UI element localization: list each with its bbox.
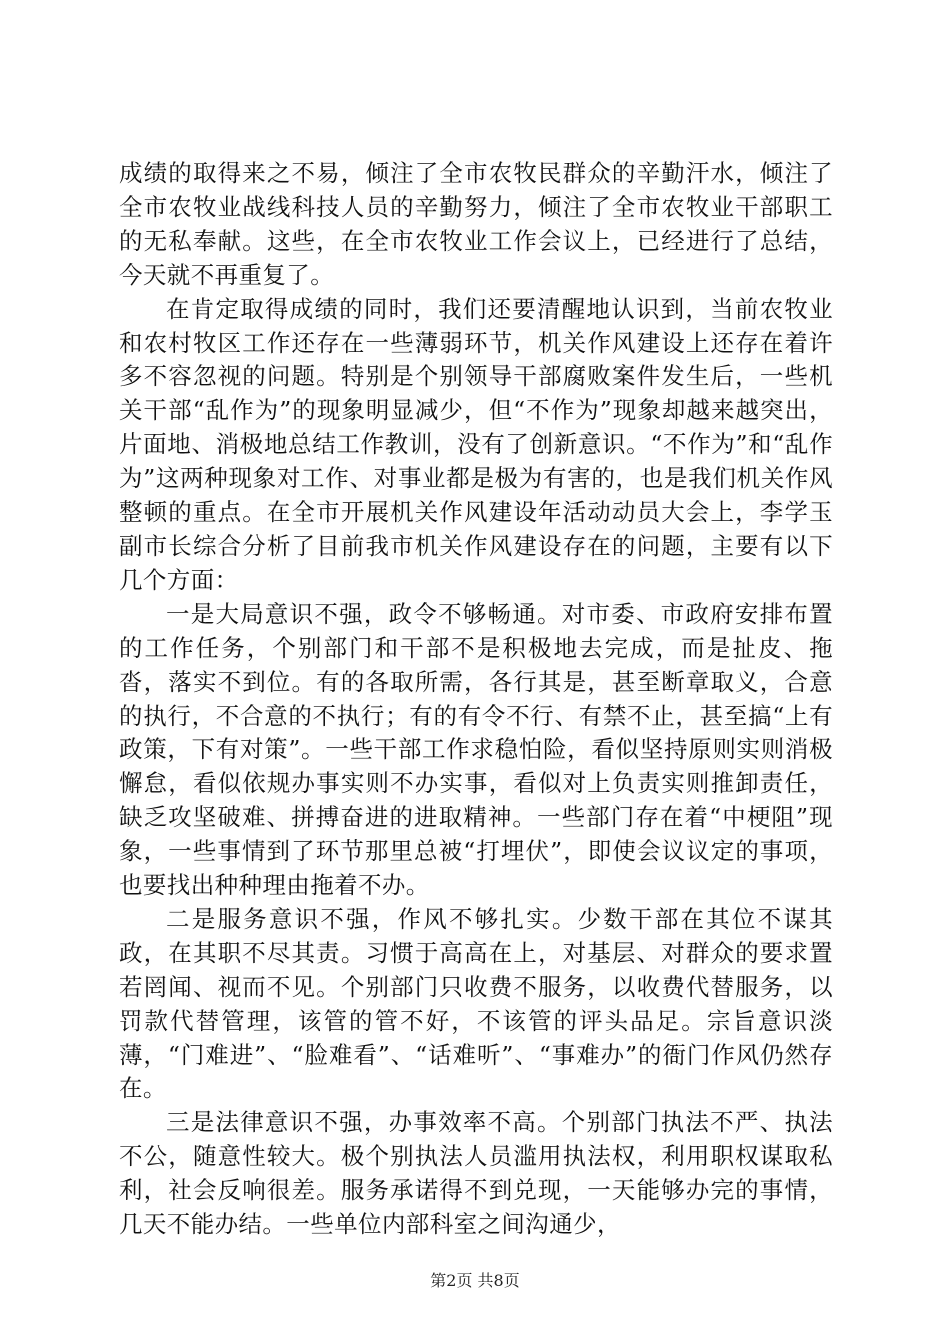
paragraph-2: 在肯定取得成绩的同时，我们还要清醒地认识到，当前农牧业和农村牧区工作还存在一些薄弱环节，机关作风建设上还存在着许多不容忽视的问题。特别是个别领导干部腐败案件发生后，一些机关干部“乱作为”的现象明显减少，但“不作为”现象却越来越突出，片面地、消极地总结工作教训，没有了创新意识。“不作为”和“乱作为”这两种现象对工作、对事业都是极为有害的，也是我们机关作风整顿的重点。在全市开展机关作风建设年活动动员大会上，李学玉副市长综合分析了目前我市机关作风建设存在的问题，主要有以下几个方面： xyxy=(119,294,833,594)
paragraph-4: 二是服务意识不强，作风不够扎实。少数干部在其位不谋其政，在其职不尽其责。习惯于高高在上，对基层、对群众的要求置若罔闻、视而不见。个别部门只收费不服务，以收费代替服务，以罚款代替管理，该管的管不好，不该管的评头品足。宗旨意识淡薄，“门难进”、“脸难看”、“话难听”、“事难办”的衙门作风仍然存在。 xyxy=(119,904,833,1103)
paragraph-1: 成绩的取得来之不易，倾注了全市农牧民群众的辛勤汗水，倾注了全市农牧业战线科技人员的辛勤努力，倾注了全市农牧业干部职工的无私奉献。这些，在全市农牧业工作会议上，已经进行了总结，今天就不再重复了。 xyxy=(119,159,833,289)
paragraph-5: 三是法律意识不强，办事效率不高。个别部门执法不严、执法不公，随意性较大。极个别执法人员滥用执法权，利用职权谋取私利，社会反响很差。服务承诺得不到兑现，一天能够办完的事情，几天不能办结。一些单位内部科室之间沟通少， xyxy=(119,1108,833,1239)
document-body xyxy=(119,157,833,1242)
paragraph-3: 一是大局意识不强，政令不够畅通。对市委、市政府安排布置的工作任务，个别部门和干部不是积极地去完成，而是扯皮、拖沓，落实不到位。有的各取所需，各行其是，甚至断章取义，合意的执行，不合意的不执行；有的有令不行、有禁不止，甚至搞“上有政策，下有对策”。一些干部工作求稳怕险，看似坚持原则实则消极懈怠，看似依规办事实则不办实事，看似对上负责实则推卸责任，缺乏攻坚破难、拼搏奋进的进取精神。一些部门存在着“中梗阻”现象，一些事情到了环节那里总被“打埋伏”，即使会议议定的事项，也要找出种种理由拖着不办。 xyxy=(119,599,833,900)
page-footer: 第2页 共8页 xyxy=(430,1271,520,1290)
